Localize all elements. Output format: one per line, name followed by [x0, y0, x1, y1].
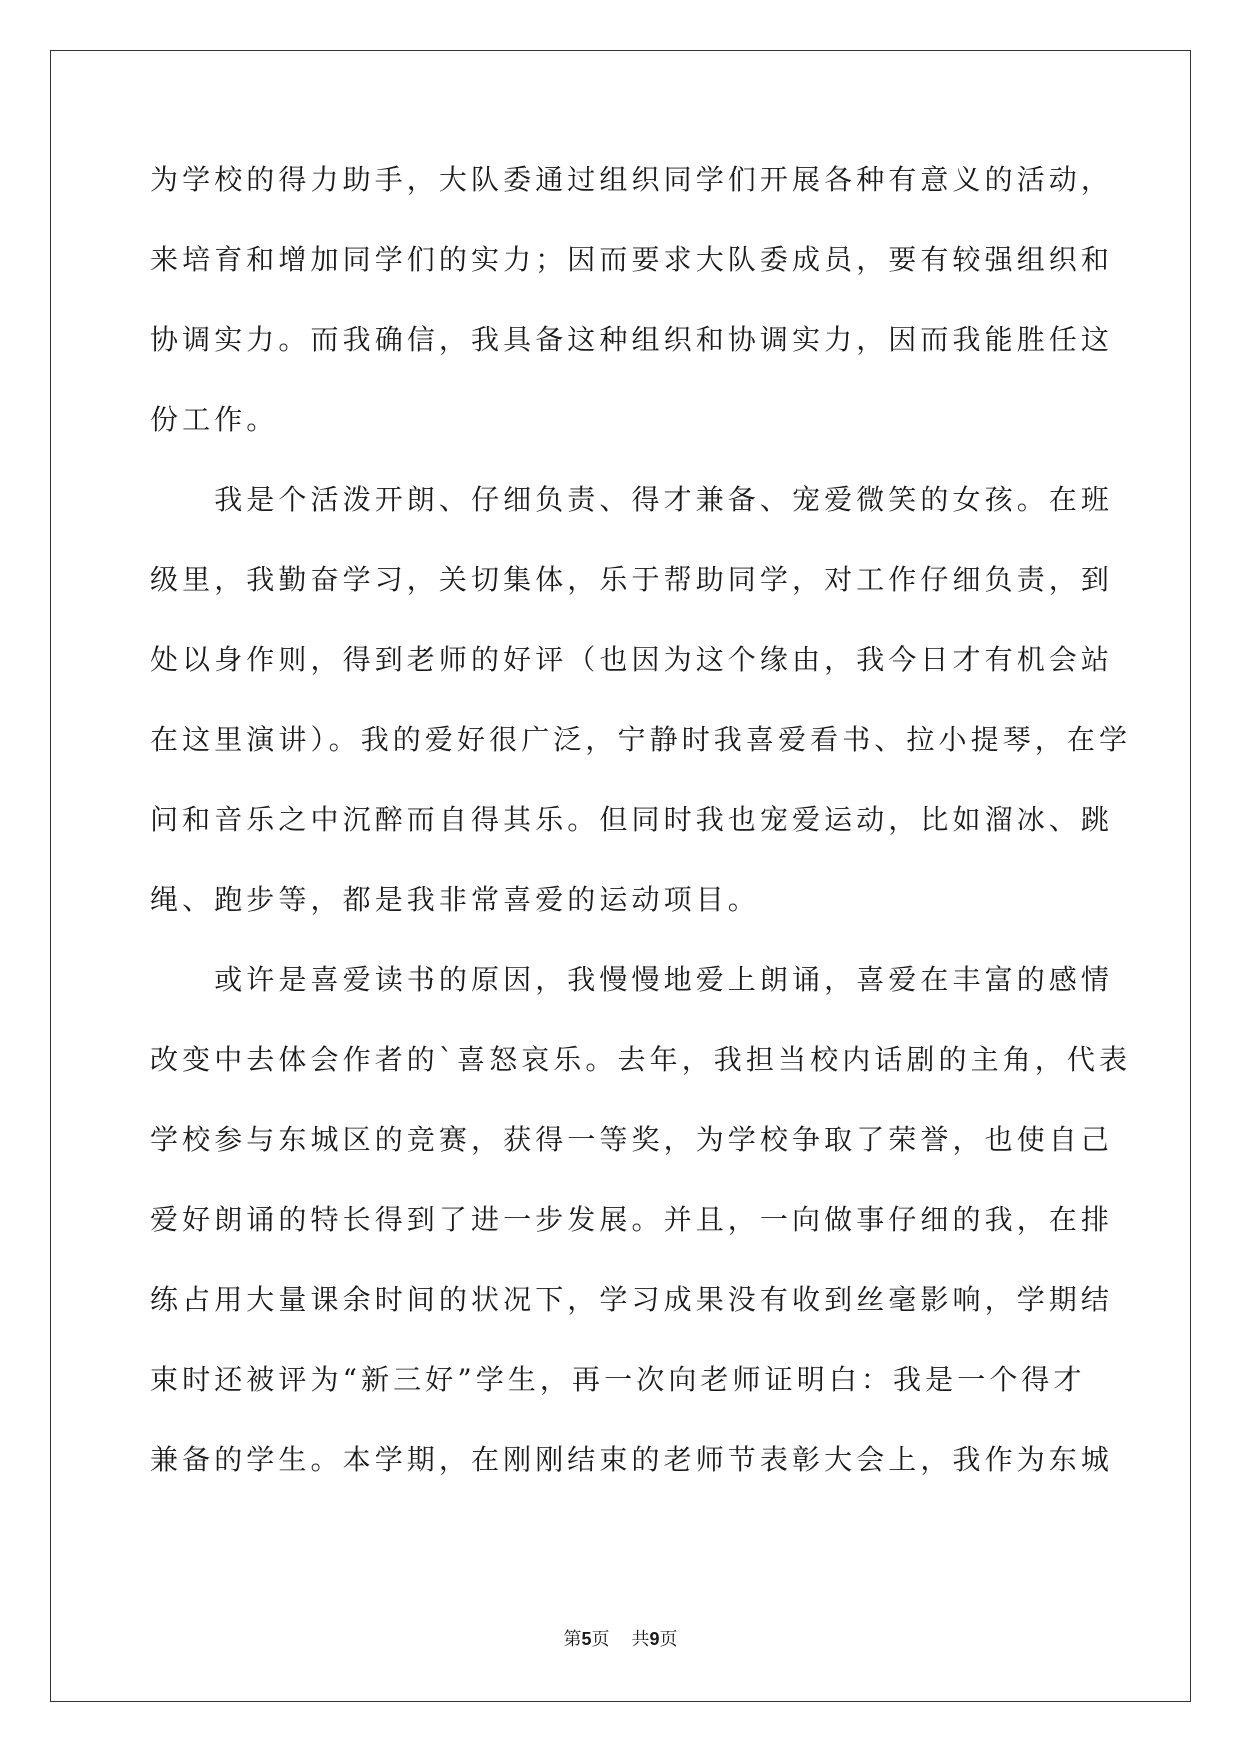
text-line: 束时还被评为“新三好”学生，再一次向老师证明白：我是一个得才: [150, 1363, 1086, 1396]
text-line: 练占用大量课余时间的状况下，学习成果没有收到丝毫影响，学期结: [150, 1283, 1114, 1316]
text-line: 问和音乐之中沉醉而自得其乐。但同时我也宠爱运动，比如溜冰、跳: [150, 803, 1114, 836]
text-line: 爱好朗诵的特长得到了进一步发展。并且，一向做事仔细的我，在排: [150, 1203, 1114, 1236]
text-line: 学校参与东城区的竞赛，获得一等奖，为学校争取了荣誉，也使自己: [150, 1123, 1114, 1156]
text-line: 级里，我勤奋学习，关切集体，乐于帮助同学，对工作仔细负责，到: [150, 563, 1114, 596]
total-page-number: 9: [649, 1629, 660, 1649]
total-prefix: 共: [631, 1629, 650, 1650]
text-line: 改变中去体会作者的`喜怒哀乐。去年，我担当校内话剧的主角，代表: [150, 1043, 1132, 1076]
text-line: 协调实力。而我确信，我具备这种组织和协调实力，因而我能胜任这: [150, 323, 1114, 356]
text-line: 为学校的得力助手，大队委通过组织同学们开展各种有意义的活动，: [150, 163, 1114, 196]
text-line: 或许是喜爱读书的原因，我慢慢地爱上朗诵，喜爱在丰富的感情: [150, 963, 1114, 996]
text-line: 兼备的学生。本学期，在刚刚结束的老师节表彰大会上，我作为东城: [150, 1443, 1114, 1476]
page-suffix: 页: [591, 1629, 610, 1650]
total-suffix: 页: [659, 1629, 678, 1650]
document-body: [150, 160, 1132, 1520]
page-number: [563, 1629, 609, 1650]
page-footer: [0, 1626, 1241, 1653]
page-prefix: 第: [563, 1629, 582, 1650]
total-pages: [632, 1629, 678, 1650]
text-line: 绳、跑步等，都是我非常喜爱的运动项目。: [150, 883, 760, 916]
text-line: 在这里演讲）。我的爱好很广泛，宁静时我喜爱看书、拉小提琴，在学: [150, 723, 1132, 756]
current-page-number: 5: [581, 1629, 592, 1649]
text-line: 我是个活泼开朗、仔细负责、得才兼备、宠爱微笑的女孩。在班: [150, 483, 1114, 516]
text-line: 处以身作则，得到老师的好评（也因为这个缘由，我今日才有机会站: [150, 643, 1114, 676]
text-line: 份工作。: [150, 403, 279, 436]
text-line: 来培育和增加同学们的实力；因而要求大队委成员，要有较强组织和: [150, 243, 1114, 276]
